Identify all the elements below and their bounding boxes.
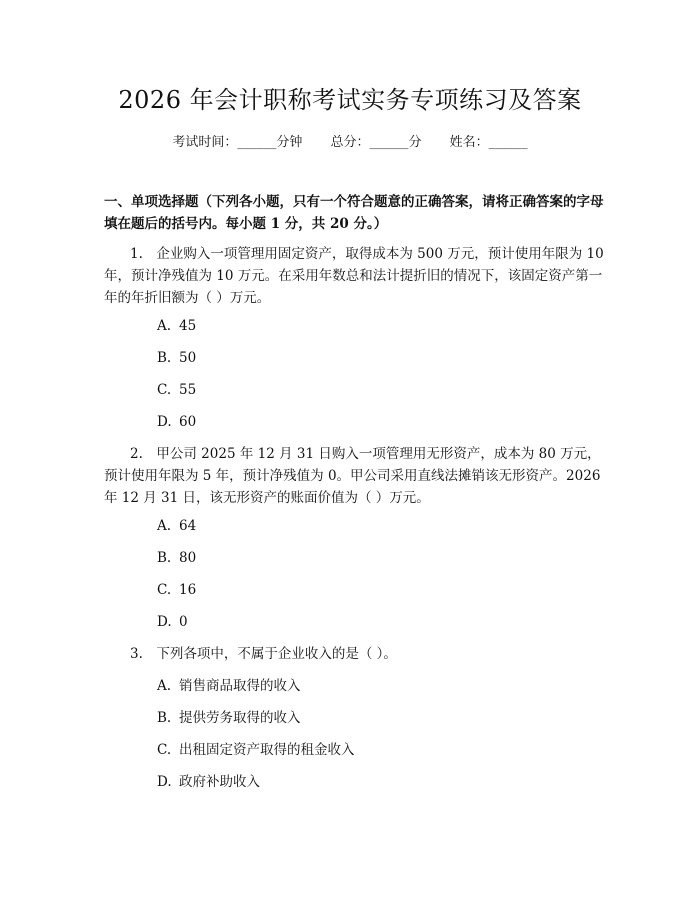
option-text: 提供劳务取得的收入 [179,710,301,726]
option-text: 0 [179,614,188,630]
question-3-option-a [157,677,301,695]
question-2-option-b [157,549,196,567]
question-3-option-d [157,773,260,791]
page-title: 2026 年会计职称考试实务专项练习及答案 [118,86,582,114]
exam-time-field: 考试时间：______分钟 [172,135,303,150]
total-score-field: 总分：______分 [330,135,422,150]
question-2: 2. 甲公司 2025 年 12 月 31 日购入一项管理用无形资产，成本为 80 万元，预计使用年限为 5 年，预计净残值为 0。甲公司采用直线法摊销该无形资产。2026 年 12 月 31 日，该无形资产的账面价值为（ ）万元。 [104,446,601,506]
question-2-option-c [157,581,196,599]
name-field: 姓名：______ [449,135,528,150]
question-1-option-b [157,349,196,367]
option-letter: B. [157,550,172,566]
question-3-option-b [157,709,301,727]
question-1-option-c [157,381,196,399]
option-letter: C. [157,382,172,398]
option-letter: A. [157,518,172,534]
option-text: 50 [179,350,197,366]
option-text: 销售商品取得的收入 [179,678,301,694]
option-letter: A. [157,678,172,694]
option-letter: A. [157,318,172,334]
option-letter: B. [157,350,172,366]
option-text: 16 [179,582,197,598]
exam-info-line [0,131,700,150]
question-3: 3. 下列各项中，不属于企业收入的是（ ）。 [130,646,397,662]
question-2-option-a [157,517,196,535]
option-letter: B. [157,710,172,726]
option-text: 政府补助收入 [179,774,260,790]
option-text: 出租固定资产取得的租金收入 [179,742,355,758]
question-3-option-c [157,741,355,759]
option-text: 80 [179,550,197,566]
option-letter: D. [157,774,172,790]
question-2-option-d [157,613,188,631]
question-1: 1. 企业购入一项管理用固定资产，取得成本为 500 万元，预计使用年限为 10 年，预计净残值为 10 万元。在采用年数总和法计提折旧的情况下，该固定资产第一年的年折旧额为（ ）万元。 [104,246,604,306]
section-heading: 一、单项选择题（下列各小题，只有一个符合题意的正确答案，请将正确答案的字母填在题后的括号内。每小题 1 分，共 20 分。） [104,194,604,232]
option-letter: D. [157,614,172,630]
option-text: 45 [179,318,197,334]
option-letter: C. [157,742,172,758]
option-letter: D. [157,414,172,430]
option-text: 55 [179,382,197,398]
option-text: 60 [179,414,197,430]
question-1-option-a [157,317,196,335]
option-letter: C. [157,582,172,598]
option-text: 64 [179,518,197,534]
question-1-option-d [157,413,196,431]
